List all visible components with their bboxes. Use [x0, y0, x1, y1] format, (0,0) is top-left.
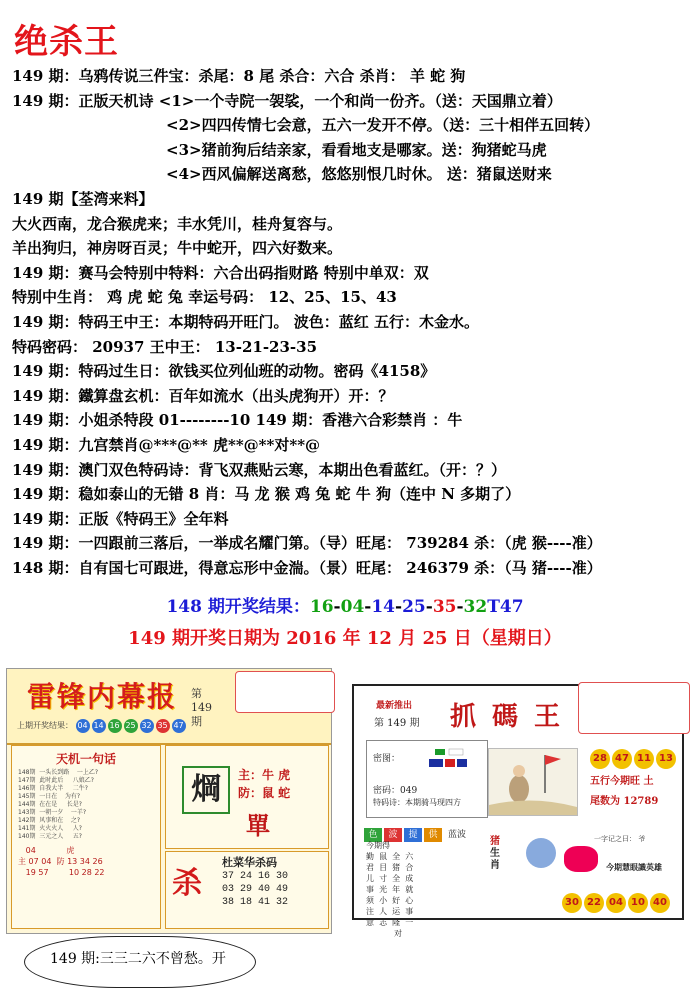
prev-label: 上期开奖结果： — [17, 721, 73, 730]
circle-number: 04 — [606, 893, 626, 913]
sx-a: 生 — [490, 848, 500, 859]
tianji-title: 天机一句话 — [55, 752, 116, 766]
result-sep: - — [395, 597, 403, 617]
sha-title: 杜菜华杀码 — [222, 856, 277, 869]
leifeng-title: 雷锋内幕报 — [27, 680, 178, 713]
circle-number: 11 — [634, 749, 654, 769]
leifeng-panel — [6, 668, 332, 934]
ball: 25 — [124, 719, 138, 733]
wuxing-box — [590, 772, 678, 812]
line-5: <4>西风偏解送离愁，悠悠别恨几时休。 送：猪鼠送财来 — [166, 165, 552, 184]
line-10: 特别中生肖： 鸡 虎 蛇 兔 幸运号码： 12、25、15、43 — [12, 288, 397, 307]
wuxing-a: 五行今期旺 土 — [590, 776, 654, 787]
zhuama-issue: 第 149 期 — [374, 718, 420, 729]
bottom-circles — [562, 890, 672, 913]
line-21: 148 期：自有国七可跟进，得意忘形中金湍。（景）旺尾： 246379 杀：（马 猪----准） — [12, 558, 602, 577]
quote-line: 一字记之曰： 爷 — [594, 835, 646, 843]
tianji-foot: 04 虎 主 07 04 防 13 34 26 19 57 10 28 22 — [18, 846, 105, 877]
sx-char: 猪 — [490, 836, 500, 847]
scene-illustration-icon — [488, 748, 578, 816]
circle-number: 47 — [612, 749, 632, 769]
result-sep: - — [333, 597, 341, 617]
prediction-lines — [12, 64, 682, 580]
mima-logo-icon — [427, 747, 471, 777]
note-overlay — [578, 682, 690, 734]
mima-box — [366, 740, 488, 818]
draw-date: 149 期开奖日期为 2016 年 12 月 25 日（星期日） — [128, 628, 562, 649]
zhuama-kicker: 最新推出 — [376, 701, 413, 711]
ball: 47 — [172, 719, 186, 733]
prev-balls — [17, 719, 188, 733]
cloud-text: 149 期:三三二六不曾愁。开 — [50, 951, 226, 967]
line-8: 羊出狗归，神房呀百灵；牛中蛇开，四六好数来。 — [12, 239, 343, 258]
mima-label: 密图： — [373, 754, 401, 764]
result-prefix: 148 期开奖结果： — [166, 597, 310, 617]
result-n6: 32 — [463, 597, 488, 617]
issue-number: 149 — [191, 701, 212, 714]
wuxing-b: 尾数为 12789 — [590, 796, 659, 807]
zodiac-icon — [526, 838, 556, 868]
line-13: 149 期：特码过生日：欲钱买位列仙班的动物。密码《4158》 — [12, 362, 436, 381]
page-title: 绝杀王 — [14, 22, 119, 62]
result-special: T47 — [487, 597, 524, 617]
sx-b: 肖 — [490, 860, 500, 871]
sha-char: 杀 — [172, 866, 202, 901]
note-overlay — [235, 671, 335, 713]
result-n5: 35 — [432, 597, 457, 617]
issue-label-b: 期 — [191, 715, 202, 728]
line-14: 149 期：鐵算盘玄机：百年如流水（出头虎狗开）开：？ — [12, 386, 394, 405]
result-n3: 14 — [371, 597, 396, 617]
circle-number: 13 — [656, 749, 676, 769]
line-6: 149 期【荃湾来料】 — [12, 189, 154, 208]
result-sep: - — [364, 597, 372, 617]
result-n2: 04 — [340, 597, 365, 617]
color-bar — [364, 822, 472, 842]
result-n4: 25 — [402, 597, 426, 617]
draw-result — [0, 592, 690, 617]
bar-tail: 蓝波 — [447, 830, 466, 840]
zhuama-title: 抓碼王 — [450, 702, 577, 732]
line-11: 149 期：特码王中王：本期特码开旺门。 波色：蓝红 五行：木金水。 — [12, 312, 479, 331]
line-2: 149 期：正版天机诗 <1>一个寺院一袈裟，一个和尚一份齐。（送：天国鼎立着） — [12, 91, 562, 110]
line-17: 149 期：澳门双色特码诗：背飞双燕贴云寒，本期出色看蓝红。（开：？） — [12, 460, 507, 479]
circle-number: 28 — [590, 749, 610, 769]
circle-number: 22 — [584, 893, 604, 913]
ball: 04 — [76, 719, 90, 733]
circle-number: 10 — [628, 893, 648, 913]
hero-text: 今期慧眼識英雄 — [606, 862, 662, 872]
result-n1: 16 — [309, 597, 334, 617]
mima-value: 密码：049 — [373, 786, 418, 796]
poem-text: 今期得 勤 鼠 全 六 君 目 猪 合 儿 寸 全 成 事 光 年 就 须 小 好 心 注 人 运 事 意 志 隆 一 对 — [366, 841, 414, 938]
ball: 32 — [140, 719, 154, 733]
bar-cell: 供 — [424, 828, 442, 842]
zhuama-panel — [352, 684, 684, 938]
line-19: 149 期：正版《特码王》全年料 — [12, 509, 229, 528]
bar-cell: 提 — [404, 828, 422, 842]
leifeng-issue — [191, 687, 212, 729]
line-7: 大火西南，龙合猴虎来；丰水凭川，桂舟复容与。 — [12, 214, 343, 233]
ball: 16 — [108, 719, 122, 733]
zhufang-box — [165, 745, 329, 849]
line-12: 特码密码： 20937 王中王： 13-21-23-35 — [12, 337, 318, 356]
line-1: 149 期：乌鸦传说三件宝：杀尾：8 尾 杀合：六合 杀肖： 羊 蛇 狗 — [12, 67, 466, 85]
line-18: 149 期：稳如泰山的无错 8 肖：马 龙 猴 鸡 兔 蛇 牛 狗（连中 N 多期了） — [12, 485, 521, 504]
big-char: 焵 — [182, 766, 230, 814]
line-16: 149 期：九宫禁肖@***@** 虎**@**对**@ — [12, 435, 321, 454]
dan-text: 單 — [246, 811, 270, 840]
bar-cell: 波 — [384, 828, 402, 842]
zhu-text: 主：牛 虎 — [238, 768, 291, 782]
temi-label: 特码诗：本期骑马现四方 — [373, 798, 461, 807]
leifeng-header — [7, 669, 331, 745]
result-sep: - — [456, 597, 464, 617]
tianji-text: 148期 一头长到路 一上乙? 147期 此时此后 八娘乙? 146期 自我大半 二牛? 145期 一日在 为有? 144期 在在是 长是? 143期 一朝一夕 一羊? 142期 风事和在 之? 141期 火火火人 人? 140期 三元之人 五? — [18, 769, 99, 840]
issue-label-a: 第 — [191, 687, 202, 700]
shama-box — [165, 851, 329, 929]
top-circles — [590, 746, 678, 769]
fang-text: 防：鼠 蛇 — [238, 786, 291, 800]
tianji-box — [11, 745, 161, 929]
line-4: <3>猪前狗后结亲家，看看地支是哪家。送：狗猪蛇马虎 — [166, 140, 547, 159]
ball: 35 — [156, 719, 170, 733]
line-9: 149 期：赛马会特别中特料：六合出码指财路 特别中单双：双 — [12, 263, 429, 282]
sha-numbers: 37 24 16 30 03 29 40 49 38 18 41 32 — [222, 871, 289, 908]
zhufang-text — [238, 766, 290, 802]
bar-cell: 色 — [364, 828, 382, 842]
circle-number: 30 — [562, 893, 582, 913]
result-sep: - — [425, 597, 433, 617]
line-20: 149 期：一四跟前三落后，一举成名耀门第。（导）旺尾： 739284 杀：（虎 猴----准） — [12, 534, 602, 553]
line-3: <2>四四传情七会意，五六一发开不停。（送：三十相伴五回转） — [166, 116, 600, 135]
ball: 14 — [92, 719, 106, 733]
shengxiao-box — [490, 836, 500, 872]
dragon-icon — [564, 846, 598, 872]
line-15: 149 期：小姐杀特段 01--------10 149 期：香港六合彩禁肖 ：牛 — [12, 411, 463, 430]
circle-number: 40 — [650, 893, 670, 913]
